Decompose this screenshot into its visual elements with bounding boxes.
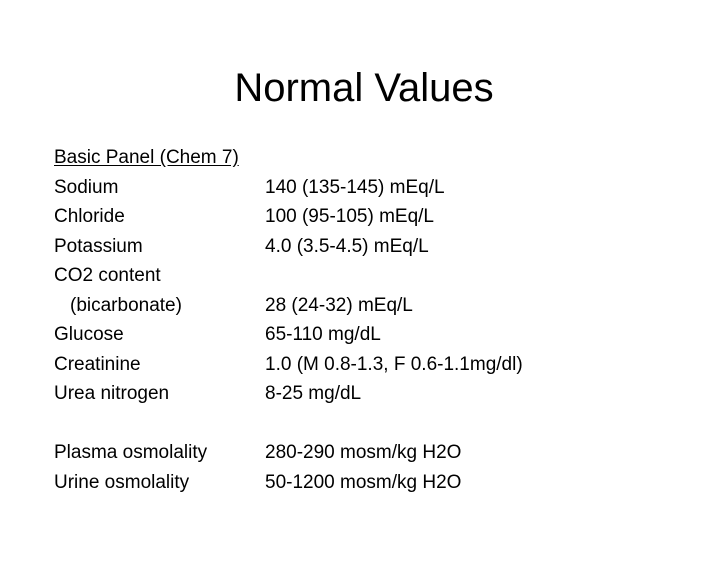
row-label: Chloride: [54, 206, 125, 227]
value-row-glucose: [54, 320, 708, 350]
value-row-urea-nitrogen: [54, 379, 708, 409]
row-value: 28 (24-32) mEq/L: [265, 294, 413, 316]
value-row-creatinine: [54, 350, 708, 380]
row-label: Potassium: [54, 235, 143, 257]
value-row-urine-osmolality: [54, 468, 708, 498]
row-label: Urine osmolality: [54, 471, 190, 493]
section-spacer: [54, 409, 708, 439]
row-value: 50-1200 mosm/kg H2O: [265, 471, 462, 493]
row-value: 280-290 mosm/kg H2O: [265, 442, 462, 463]
value-row-sodium: [54, 173, 708, 203]
value-row-chloride: [54, 202, 708, 232]
row-label: Glucose: [54, 324, 124, 345]
row-value: 1.0 (M 0.8-1.3, F 0.6-1.1mg/dl): [265, 353, 523, 375]
row-value: 65-110 mg/dL: [265, 324, 381, 345]
row-label: CO2 content: [54, 265, 161, 286]
row-value: 140 (135-145) mEq/L: [265, 176, 445, 198]
row-label: Plasma osmolality: [54, 442, 208, 463]
value-row-potassium: [54, 232, 708, 262]
row-label: Sodium: [54, 176, 119, 198]
values-list: [54, 143, 708, 497]
row-value: 8-25 mg/dL: [265, 383, 362, 404]
value-row-bicarbonate: [54, 291, 708, 321]
basic-panel-heading: Basic Panel (Chem 7): [54, 147, 239, 168]
value-row-plasma-osmolality: [54, 438, 708, 468]
row-label: Creatinine: [54, 353, 141, 375]
row-label: (bicarbonate): [70, 294, 182, 316]
row-value: 100 (95-105) mEq/L: [265, 206, 434, 227]
slide-title: Normal Values: [234, 66, 494, 110]
value-row-co2-content: [54, 261, 708, 291]
row-value: [265, 261, 708, 291]
row-value: 4.0 (3.5-4.5) mEq/L: [265, 235, 429, 257]
row-label: Urea nitrogen: [54, 383, 170, 404]
